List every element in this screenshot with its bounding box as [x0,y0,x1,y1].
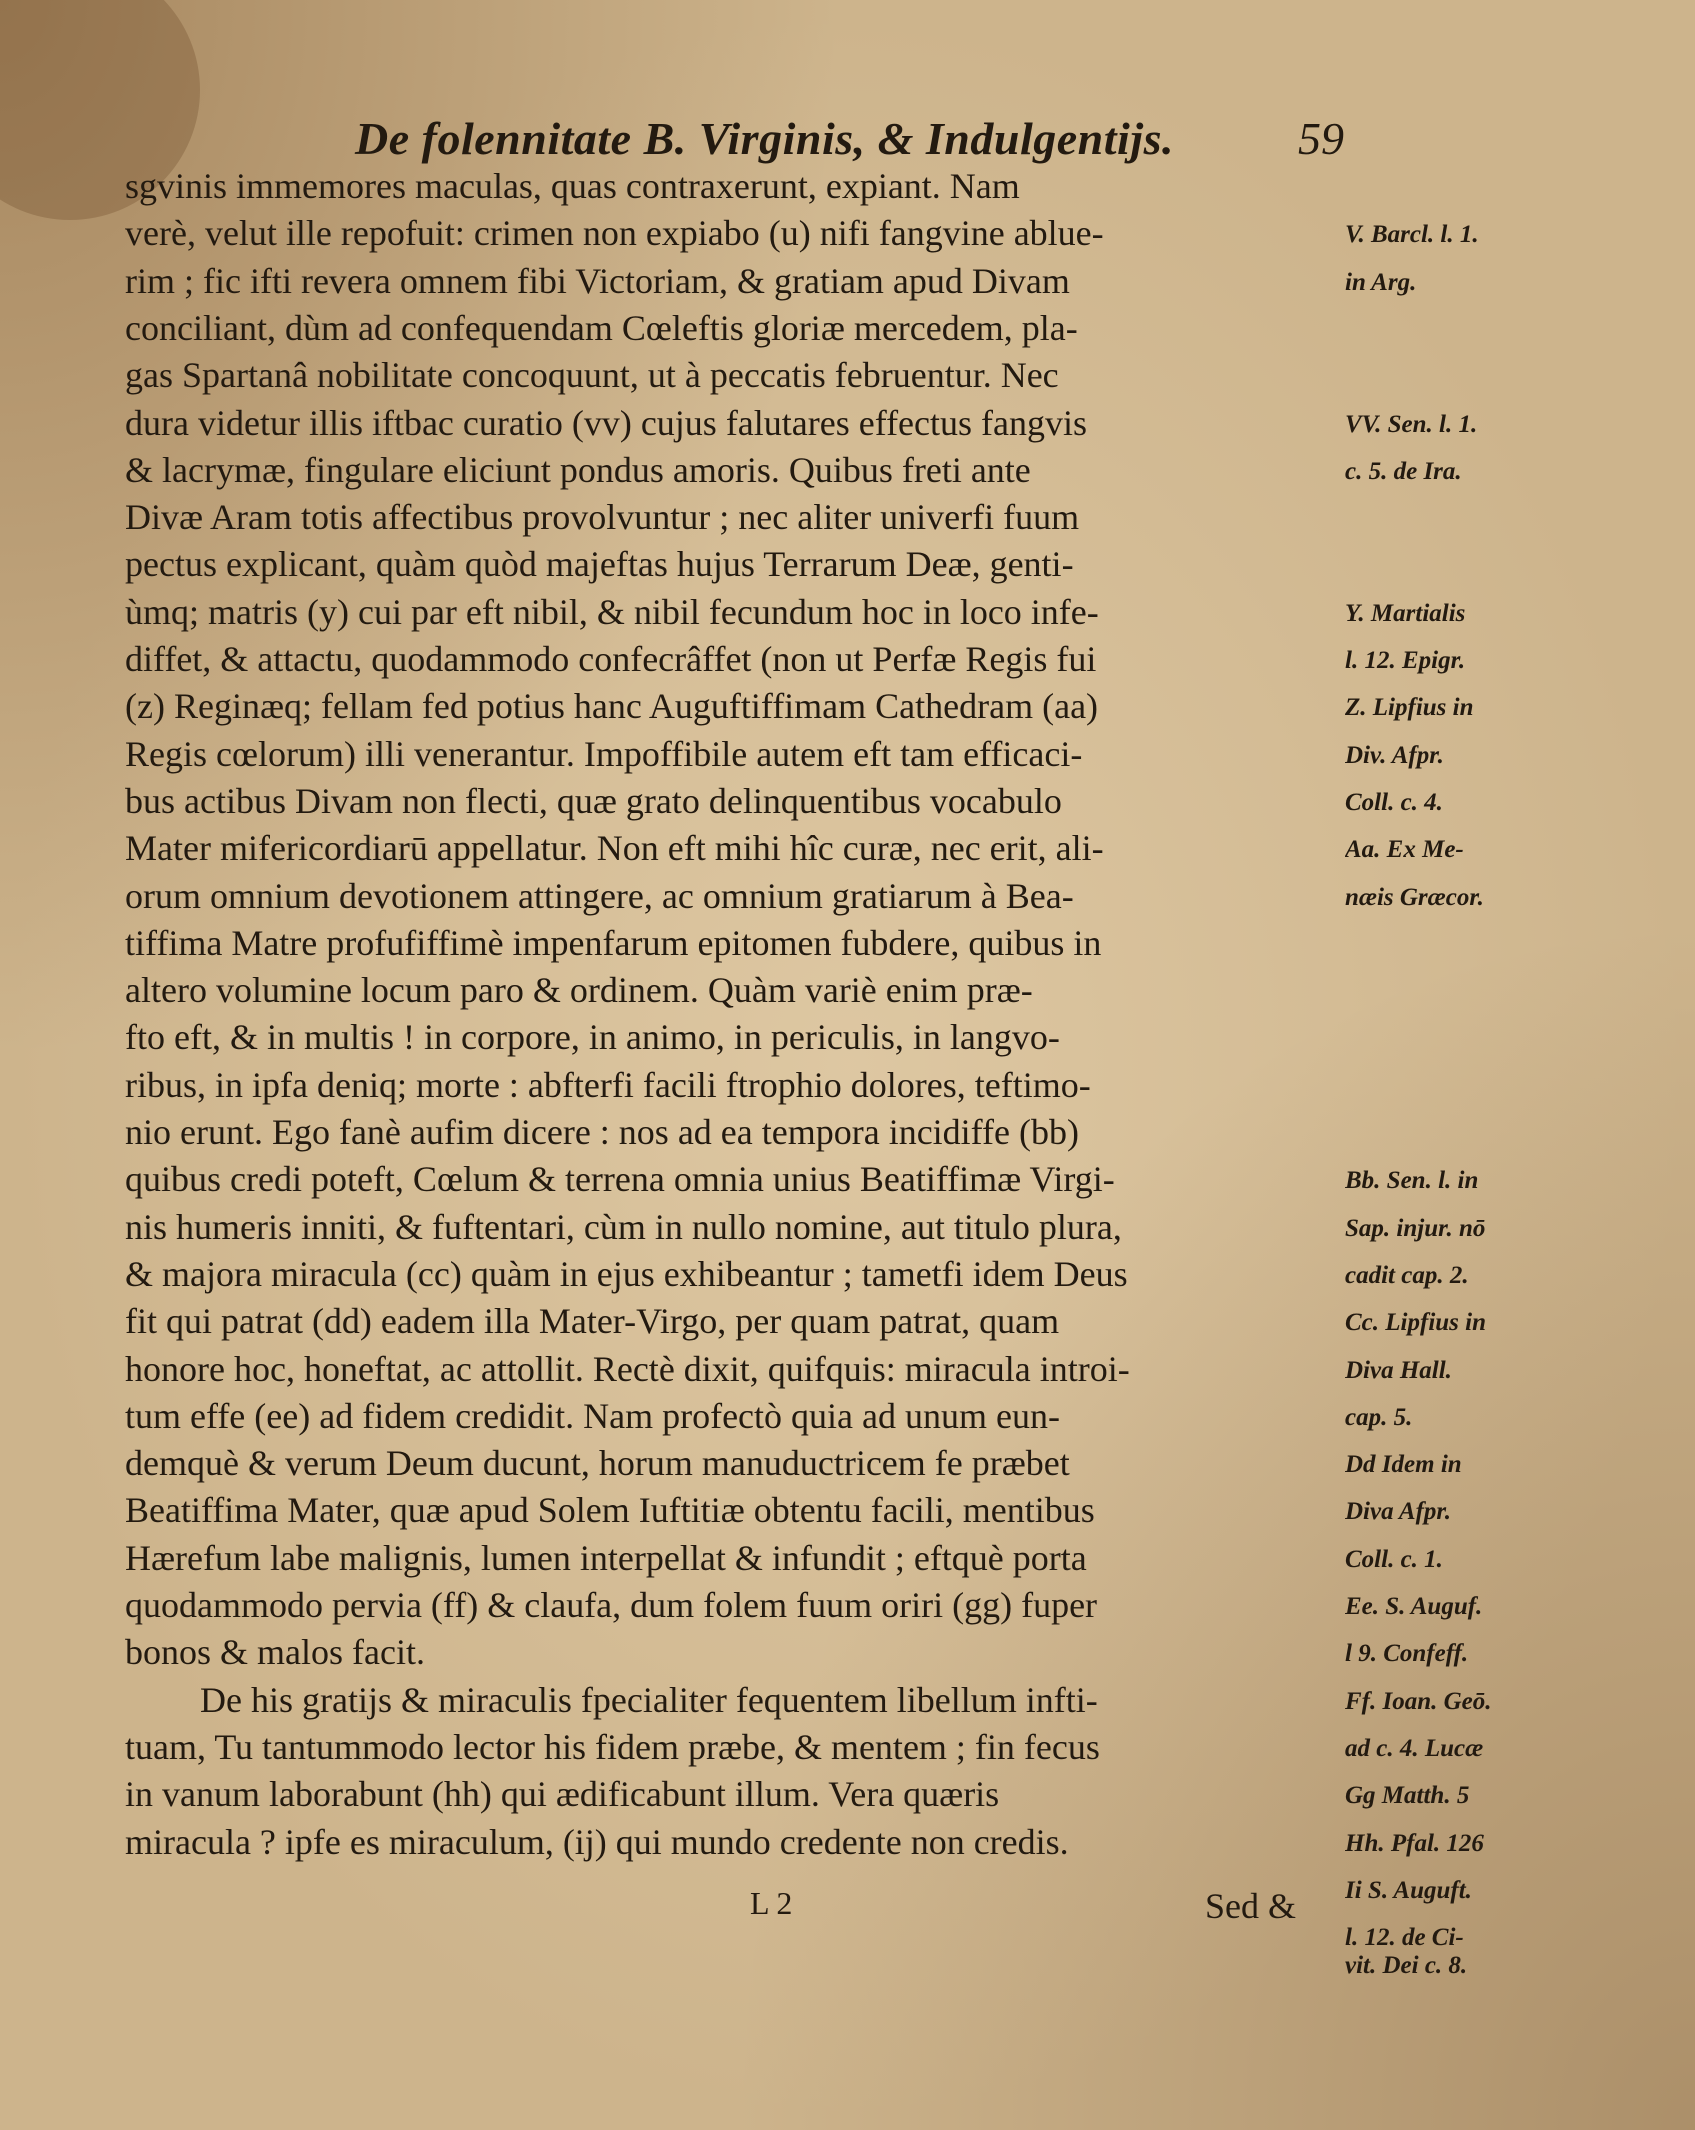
body-line: ribus, in ipfa deniq; morte : abfterfi facili ftrophio dolores, teftimo- [125,1064,1091,1105]
margin-note: Sap. injur. nō [1345,1214,1486,1242]
margin-note: Ee. S. Auguf. [1345,1593,1483,1620]
body-line: gas Spartanâ nobilitate concoquunt, ut à peccatis februentur. Nec [125,355,1059,396]
body-line: (z) Reginæq; fellam fed potius hanc Auguftiffimam Cathedram (aa) [125,686,1099,727]
body-line: pectus explicant, quàm quòd majeftas hujus Terrarum Deæ, genti- [125,544,1074,585]
margin-note: Gg Matth. 5 [1345,1782,1470,1810]
margin-note: V. Barcl. l. 1. [1345,221,1479,249]
margin-note: Div. Afpr. [1345,741,1444,769]
margin-note: Hh. Pfal. 126 [1345,1829,1484,1857]
margin-note: Coll. c. 1. [1345,1545,1443,1573]
body-line: tum effe (ee) ad fidem credidit. Nam profectò quia ad unum eun- [125,1395,1060,1436]
body-line: De his gratijs & miraculis fpecialiter fequentem libellum infti- [200,1679,1098,1720]
body-line: bus actibus Divam non flecti, quæ grato delinquentibus vocabulo [125,780,1062,821]
body-line: Regis cœlorum) illi venerantur. Impoffibile autem eft tam efficaci- [125,733,1083,774]
body-line: miracula ? ipfe es miraculum, (ij) qui mundo credente non credis. [125,1821,1069,1862]
body-line: demquè & verum Deum ducunt, horum manuductricem fe præbet [125,1443,1070,1484]
margin-note: VV. Sen. l. 1. [1345,410,1478,438]
body-line: bonos & malos facit. [125,1632,425,1673]
body-line: nis humeris inniti, & fuftentari, cùm in nullo nomine, aut titulo plura, [125,1206,1122,1247]
margin-note: Y. Martialis [1345,599,1466,627]
margin-note: cadit cap. 2. [1345,1261,1469,1289]
margin-note: Bb. Sen. l. in [1345,1167,1479,1195]
catchword: Sed & [1205,1886,1297,1926]
body-line: rim ; fic ifti revera omnem fibi Victoriam, & gratiam apud Divam [125,260,1070,301]
margin-note: l 9. Confeff. [1345,1640,1469,1668]
body-line: Beatiffima Mater, quæ apud Solem Iuftitiæ obtentu facili, mentibus [125,1490,1095,1531]
body-line: tuam, Tu tantummodo lector his fidem præbe, & mentem ; fin fecus [125,1726,1100,1767]
margin-note: Diva Hall. [1345,1356,1452,1384]
body-line: diffet, & attactu, quodammodo confecrâffet (non ut Perfæ Regis fui [125,639,1097,679]
body-line: & majora miracula (cc) quàm in ejus exhibeantur ; tametfi idem Deus [125,1253,1128,1294]
margin-note: l. 12. Epigr. [1345,647,1466,674]
body-line: verè, velut ille repofuit: crimen non expiabo (u) nifi fangvine ablue- [125,213,1104,254]
margin-note: vit. Dei c. 8. [1345,1952,1468,1980]
page-number: 59 [1298,113,1344,164]
body-line: Divæ Aram totis affectibus provolvuntur ; nec aliter univerfi fuum [125,497,1080,538]
body-line: tiffima Matre profufiffimè impenfarum epitomen fubdere, quibus in [125,922,1102,963]
body-line: altero volumine locum paro & ordinem. Quàm variè enim præ- [125,970,1033,1011]
margin-note: ad c. 4. Lucæ [1345,1734,1484,1762]
body-line: quibus credi poteft, Cœlum & terrena omnia unius Beatiffimæ Virgi- [125,1159,1115,1200]
margin-note: Diva Afpr. [1345,1498,1452,1526]
margin-note: cap. 5. [1345,1403,1413,1431]
body-line: dura videtur illis iftbac curatio (vv) cujus falutares effectus fangvis [125,402,1087,443]
body-line: Hærefum labe malignis, lumen interpellat & infundit ; eftquè porta [125,1537,1087,1578]
body-line: in vanum laborabunt (hh) qui ædificabunt illum. Vera quæris [125,1774,1000,1815]
body-line: conciliant, dùm ad confequendam Cœleftis gloriæ mercedem, pla- [125,307,1078,348]
margin-note: Ff. Ioan. Geō. [1345,1687,1492,1715]
margin-note: Z. Lipfius in [1345,694,1474,722]
margin-note: Ii S. Auguft. [1345,1876,1472,1904]
margin-note: in Arg. [1345,268,1417,296]
body-line: fto eft, & in multis ! in corpore, in animo, in periculis, in langvo- [125,1017,1060,1058]
body-line: fit qui patrat (dd) eadem illa Mater-Virgo, per quam patrat, quam [125,1301,1060,1342]
running-title: De folennitate B. Virginis, & Indulgentijs. [355,113,1174,164]
body-line: ùmq; matris (y) cui par eft nibil, & nibil fecundum hoc in loco infe- [125,591,1099,632]
margin-note: Dd Idem in [1345,1451,1462,1479]
margin-note: Cc. Lipfius in [1345,1309,1486,1337]
body-line: & lacrymæ, fingulare eliciunt pondus amoris. Quibus freti ante [125,449,1031,490]
body-line: sgvinis immemores maculas, quas contraxerunt, expiant. Nam [125,166,1020,206]
body-line: honore hoc, honeftat, ac attollit. Rectè dixit, quifquis: miracula introi- [125,1348,1130,1389]
body-line: Mater mifericordiarū appellatur. Non eft mihi hîc curæ, nec erit, ali- [125,828,1104,869]
margin-note: l. 12. de Ci- [1345,1924,1464,1952]
body-line: orum omnium devotionem attingere, ac omnium gratiarum à Bea- [125,875,1074,916]
margin-note: næis Græcor. [1345,883,1484,911]
signature-mark: L 2 [750,1885,793,1921]
margin-note: Coll. c. 4. [1345,788,1443,816]
margin-note: Aa. Ex Me- [1345,836,1464,864]
body-line: nio erunt. Ego fanè aufim dicere : nos ad ea tempora incidiffe (bb) [125,1112,1079,1152]
body-line: quodammodo pervia (ff) & claufa, dum folem fuum oriri (gg) fuper [125,1585,1098,1625]
margin-note: c. 5. de Ira. [1345,457,1462,485]
